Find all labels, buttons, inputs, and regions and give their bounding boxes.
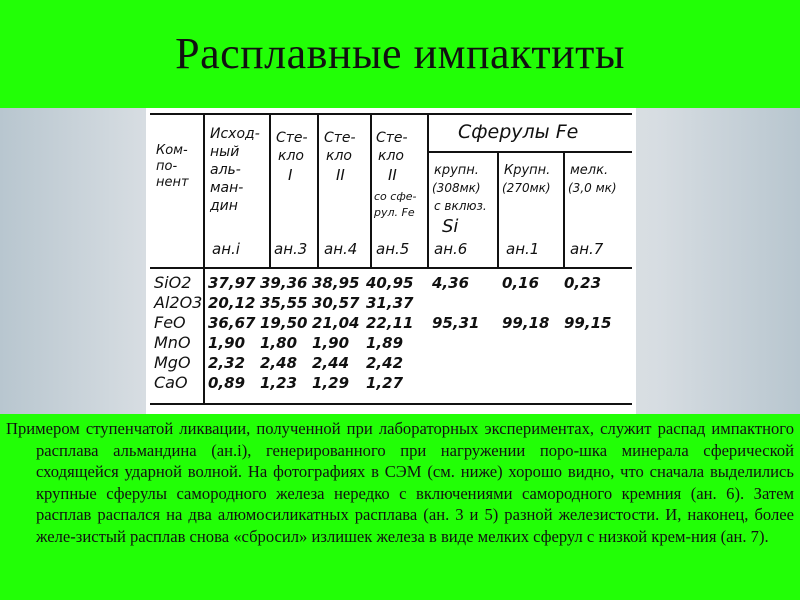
header-large-spherules-si [432,163,487,237]
svg-text:ман-: ман- [210,180,244,196]
table-cell-value: 40,95 [366,274,414,292]
table-cell-value: 0,23 [564,274,602,292]
svg-text:(3,0 мк): (3,0 мк) [568,181,617,195]
svg-text:ан.5: ан.5 [376,240,410,258]
svg-text:Сте-: Сте- [276,130,308,146]
table-cell-value: 30,57 [312,294,360,312]
table-cell-value: 95,31 [432,314,480,332]
row-component-name: SiO2 [154,273,192,292]
table-cell-value: 2,44 [312,354,350,372]
svg-text:II: II [388,166,397,184]
svg-text:аль-: аль- [210,162,241,178]
table-cell-value: 39,36 [260,274,308,292]
svg-text:ан.i: ан.i [212,240,240,258]
svg-text:крупн.: крупн. [434,163,479,178]
table-cell-value: 2,48 [260,354,298,372]
table-cell-value: 1,23 [260,374,298,392]
table-cell-value: 2,42 [366,354,404,372]
svg-text:ан.6: ан.6 [434,240,468,258]
row-component-name: Al2O3 [154,293,203,312]
table-cell-value: 1,90 [312,334,350,352]
svg-text:ный: ный [210,144,240,160]
svg-text:с вклюз.: с вклюз. [434,199,487,213]
table-cell-value: 19,50 [260,314,308,332]
svg-text:Si: Si [442,216,459,237]
table-cell-value: 99,18 [502,314,550,332]
table-cell-value: 1,90 [208,334,246,352]
table-cell-value: 1,27 [366,374,404,392]
header-component [156,143,189,190]
svg-text:нент: нент [156,175,189,190]
svg-text:ан.1: ан.1 [506,240,540,258]
svg-text:ан.3: ан.3 [274,240,308,258]
header-glass-2 [324,130,356,184]
group-header-spherules: Сферулы Fe [458,121,579,143]
table-cell-value: 35,55 [260,294,308,312]
svg-text:со сфе-: со сфе- [374,190,417,203]
svg-text:Исход-: Исход- [210,126,260,142]
table-cell-value: 20,12 [208,294,256,312]
table-cell-value: 1,29 [312,374,350,392]
handwritten-table-image [146,108,636,414]
svg-text:Крупн.: Крупн. [504,163,551,178]
svg-text:мелк.: мелк. [570,163,609,178]
table-cell-value: 37,97 [208,274,256,292]
svg-text:I: I [288,166,293,184]
table-cell-value: 2,32 [208,354,246,372]
header-glass-1 [276,130,308,184]
table-cell-value: 1,89 [366,334,404,352]
svg-text:Сте-: Сте- [376,130,408,146]
table-cell-value: 99,15 [564,314,612,332]
svg-text:II: II [336,166,345,184]
svg-text:(308мк): (308мк) [432,181,481,195]
header-small-spherules [568,163,617,195]
caption-area [0,414,800,600]
table-cell-value: 1,80 [260,334,298,352]
table-cell-value: 38,95 [312,274,360,292]
svg-text:по-: по- [156,159,178,174]
svg-text:ан.4: ан.4 [324,240,358,258]
title-bar [0,0,800,108]
svg-text:ан.7: ан.7 [570,240,604,258]
svg-text:кло: кло [278,148,304,164]
row-component-name: FeO [154,313,186,332]
table-cell-value: 31,37 [366,294,414,312]
table-cell-value: 0,16 [502,274,540,292]
svg-text:дин: дин [210,198,238,214]
slide-title: Расплавные импактиты [175,29,625,78]
table-cell-value: 4,36 [432,274,470,292]
table-cell-value: 22,11 [366,314,414,332]
svg-text:Ком-: Ком- [156,143,188,158]
header-large-spherules [502,163,551,195]
svg-text:кло: кло [326,148,352,164]
row-component-name: MnO [154,333,191,352]
table-cell-value: 21,04 [312,314,360,332]
svg-text:рул. Fe: рул. Fe [374,206,415,219]
row-component-name: CaO [154,373,188,392]
caption-text: Примером ступенчатой ликвации, полученной при лабораторных экспериментах, служит распад импактного расплава альмандина (ан.i), генерированного при нагружении поро-шка минерала сферической сходящейся ударной волной. На фотографиях в СЭМ (см. ниже) хорошо видно, что сначала выделились крупные сферулы самородного железа нередко с включениями самородного кремния (ан. 6). Затем расплав распался на два алюмосиликатных расплава (ан. 3 и 5) разной железистости. И, наконец, более желе-зистый расплав снова «сбросил» излишек железа в виде мелких сферул с низкой крем-ния (ан. 7). [6,419,794,546]
table-rows [153,273,611,392]
table-cell-value: 0,89 [208,374,246,392]
header-initial-almandine [209,126,260,214]
header-glass-2-with-spherules [373,130,416,219]
table-cell-value: 36,67 [208,314,256,332]
svg-text:(270мк): (270мк) [502,181,551,195]
svg-text:Сте-: Сте- [324,130,356,146]
table-drawing [146,108,636,414]
row-component-name: MgO [154,353,191,372]
svg-text:кло: кло [378,148,404,164]
